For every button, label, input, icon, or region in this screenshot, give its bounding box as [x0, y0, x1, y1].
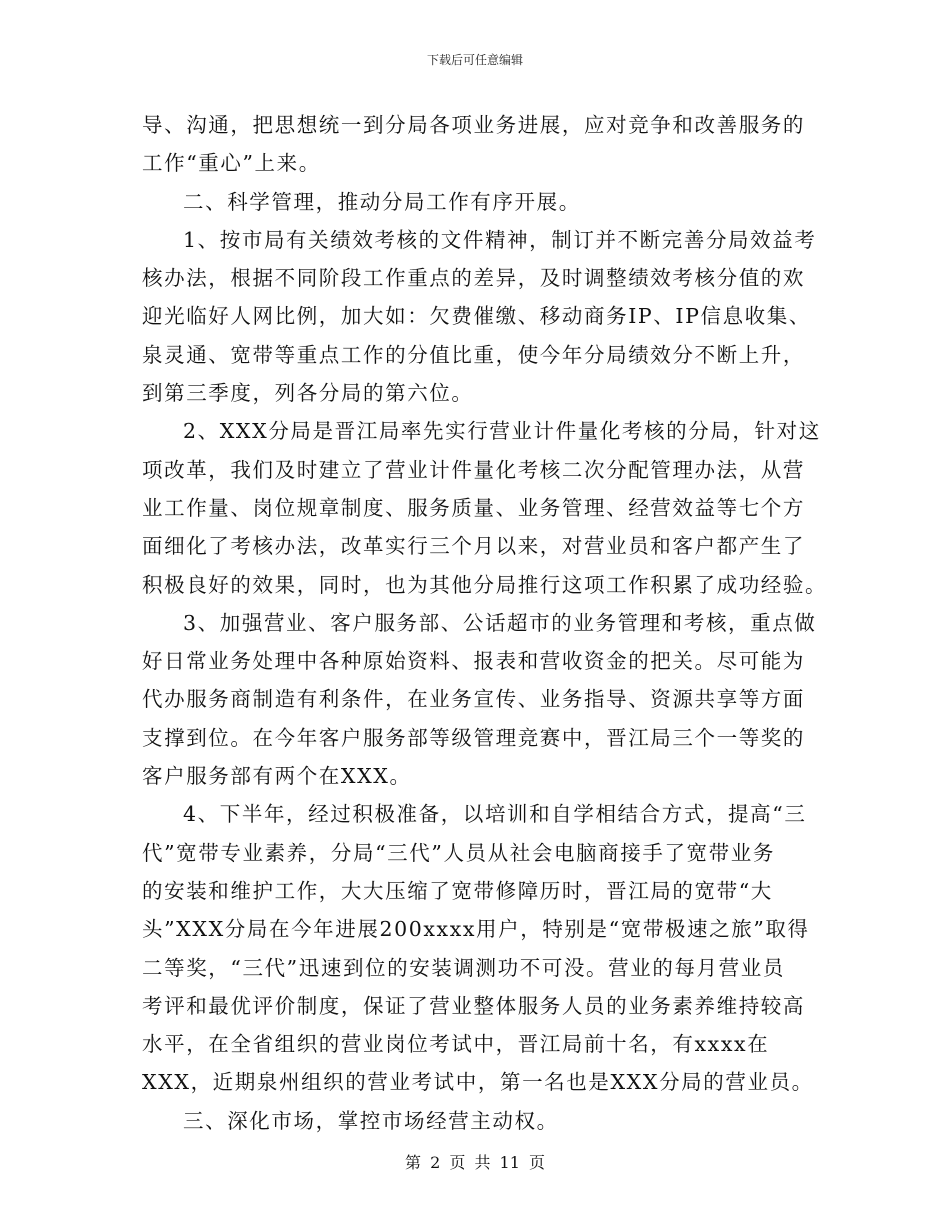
- text-line: 工作“重心”上来。: [142, 151, 321, 176]
- text-line: 核办法，根据不同阶段工作重点的差异，及时调整绩效考核分值的欢: [142, 266, 805, 291]
- text-line: 水平，在全省组织的营业岗位考试中，晋江局前十名，有xxxx在: [142, 1032, 770, 1057]
- text-line: 好日常业务处理中各种原始资料、报表和营收资金的把关。尽可能为: [142, 649, 805, 674]
- text-line: 支撑到位。在今年客户服务部等级管理竞赛中，晋江局三个一等奖的: [142, 725, 805, 750]
- text-line: 客户服务部有两个在XXX。: [142, 764, 412, 789]
- text-line: 迎光临好人网比例，加大如：欠费催缴、移动商务IP、IP信息收集、: [142, 304, 811, 329]
- section-heading: 三、深化市场，掌控市场经营主动权。: [183, 1108, 559, 1133]
- text-line: 代办服务商制造有利条件，在业务宣传、业务指导、资源共享等方面: [142, 687, 805, 712]
- page-number: 第 2 页 共 11 页: [405, 1153, 545, 1172]
- text-line: 头”XXX分局在今年进展200xxxx用户，特别是“宽带极速之旅”取得: [142, 917, 810, 942]
- text-line: 考评和最优评价制度，保证了营业整体服务人员的业务素养维持较高: [142, 993, 805, 1018]
- text-line: 面细化了考核办法，改革实行三个月以来，对营业员和客户都产生了: [142, 534, 805, 559]
- text-line: 的安装和维护工作，大大压缩了宽带修障历时，晋江局的宽带“大: [142, 878, 773, 903]
- page-header: 下载后可任意编辑: [426, 53, 523, 67]
- text-line: 到第三季度，列各分局的第六位。: [142, 381, 474, 406]
- section-heading: 二、科学管理，推动分局工作有序开展。: [183, 189, 581, 214]
- text-line: 代”宽带专业素养，分局“三代”人员从社会电脑商接手了宽带业务: [142, 840, 775, 865]
- text-line: 4、下半年，经过积极准备，以培训和自学相结合方式，提高“三: [183, 802, 807, 827]
- text-line: 业工作量、岗位规章制度、服务质量、业务管理、经营效益等七个方: [142, 495, 805, 520]
- text-line: 二等奖，“三代”迅速到位的安装调测功不可没。营业的每月营业员: [142, 955, 785, 980]
- text-line: 项改革，我们及时建立了营业计件量化考核二次分配管理办法，从营: [142, 457, 805, 482]
- text-line: 导、沟通，把思想统一到分局各项业务进展，应对竞争和改善服务的: [142, 113, 805, 137]
- document-body: [142, 106, 828, 1140]
- text-line: 泉灵通、宽带等重点工作的分值比重，使今年分局绩效分不断上升，: [142, 342, 805, 367]
- text-line: XXX，近期泉州组织的营业考试中，第一名也是XXX分局的营业员。: [142, 1070, 814, 1095]
- text-line: 2、XXX分局是晋江局率先实行营业计件量化考核的分局，针对这: [183, 419, 821, 444]
- text-line: 3、加强营业、客户服务部、公话超市的业务管理和考核，重点做: [183, 610, 817, 635]
- text-line: 1、按市局有关绩效考核的文件精神，制订并不断完善分局效益考: [183, 227, 817, 252]
- text-line: 积极良好的效果，同时，也为其他分局推行这项工作积累了成功经验。: [142, 572, 828, 597]
